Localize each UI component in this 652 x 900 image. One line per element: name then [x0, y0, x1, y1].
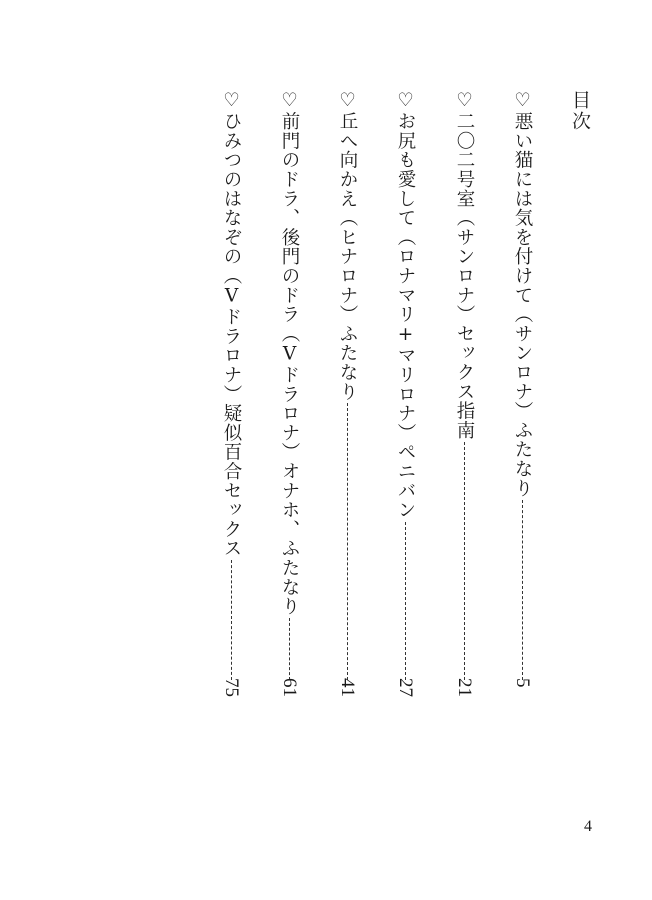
- toc-entry-title: ♡ひみつのはなぞの（Vドラロナ）疑似百合セックス: [221, 90, 242, 559]
- dotted-leader: [405, 522, 406, 680]
- toc-entry: [449, 90, 479, 680]
- toc-entry-page: 21: [454, 678, 475, 697]
- toc-entry-page: 5: [512, 678, 533, 688]
- toc-entry: [274, 90, 304, 680]
- toc-entry-title: ♡丘へ向かえ（ヒナロナ）ふたなり: [337, 90, 358, 402]
- toc-entry: [332, 90, 362, 680]
- page-number: 4: [584, 818, 592, 835]
- dotted-leader: [231, 560, 232, 680]
- toc-entry-page: 41: [337, 678, 358, 697]
- toc-entry-page: 75: [221, 678, 242, 697]
- dotted-leader: [347, 403, 348, 680]
- dotted-leader: [289, 618, 290, 680]
- toc-entry: [216, 90, 246, 680]
- toc-entry-page: 27: [395, 678, 416, 697]
- toc-entry-title: ♡悪い猫には気を付けて（サンロナ）ふたなり: [512, 90, 533, 498]
- toc-entry: [507, 90, 537, 680]
- toc-entry-title: ♡前門のドラ、後門のドラ（Vドラロナ）オナホ、ふたなり: [279, 90, 300, 617]
- toc-entry: [390, 90, 420, 680]
- toc-entry-page: 61: [279, 678, 300, 697]
- dotted-leader: [464, 442, 465, 680]
- toc-entry-title: ♡二〇二号室（サンロナ）セックス指南: [454, 90, 475, 440]
- toc-entry-title: ♡お尻も愛して（ロナマリ+マリロナ）ペニバン: [395, 90, 416, 520]
- dotted-leader: [522, 500, 523, 680]
- toc-heading: 目次: [569, 90, 591, 132]
